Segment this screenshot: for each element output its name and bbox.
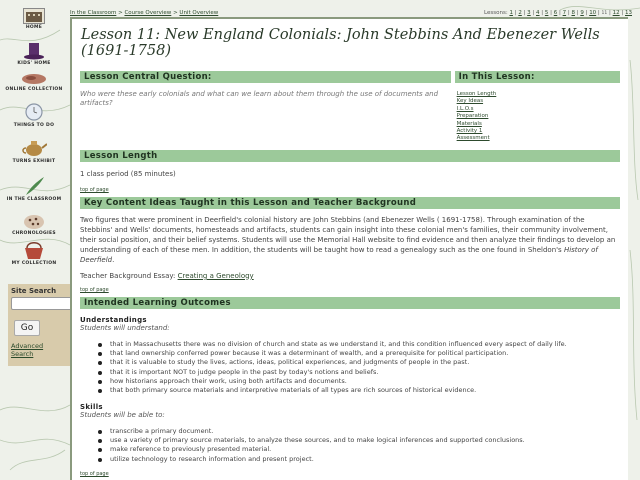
top-of-page-link[interactable]: top of page <box>80 186 109 193</box>
nav-label-turns-exhibit: TURNS EXHIBIT <box>12 159 56 164</box>
skills-list <box>104 427 620 464</box>
skills-intro: Students will be able to: <box>80 410 165 419</box>
toc-assessment[interactable]: Assessment <box>456 135 490 142</box>
skill-item: transcribe a primary document. <box>104 427 620 436</box>
lesson-link-8[interactable]: 8 <box>571 10 575 16</box>
central-question-heading: Lesson Central Question: <box>80 71 451 83</box>
top-hat-icon <box>23 42 45 60</box>
lesson-length-text: 1 class period (85 minutes) <box>80 169 176 178</box>
nav-label-online-collection: ONLINE COLLECTION <box>5 87 63 92</box>
lesson-length-section <box>80 150 620 193</box>
teapot-icon <box>21 138 47 158</box>
top-of-page-link[interactable]: top of page <box>80 286 109 293</box>
sidebar-nav <box>0 0 70 480</box>
lesson-link-13[interactable]: 13 <box>625 10 632 16</box>
breadcrumb-course-overview[interactable]: Course Overview <box>124 10 172 16</box>
skill-item: use a variety of primary source materials, to analyze these sources, and to make logical inferences and supported conclusions. <box>104 436 620 445</box>
understanding-item: that both primary source materials and interpretive materials of all types are rich sources of historical evidence. <box>104 386 620 395</box>
central-question-text: Who were these early colonials and what can we learn about them through the use of documents and artifacts? <box>80 90 439 107</box>
lesson-link-7[interactable]: 7 <box>562 10 567 16</box>
nav-home[interactable] <box>4 8 64 31</box>
basket-icon <box>23 240 45 260</box>
teacher-essay-link[interactable]: Creating a Geneology <box>177 271 254 280</box>
nav-things-to-do[interactable] <box>4 102 64 129</box>
understanding-item: that it is valuable to study the lives, actions, ideas, political experiences, and judgments of people in the past. <box>104 358 620 367</box>
in-this-lesson-section <box>455 71 620 143</box>
nav-my-collection[interactable] <box>4 240 64 267</box>
cookie-icon <box>23 214 45 230</box>
skill-item: utilize technology to research information and present project. <box>104 455 620 464</box>
understandings-list <box>104 340 620 396</box>
nav-chronologies[interactable] <box>4 214 64 237</box>
nav-label-my-collection: MY COLLECTION <box>11 261 57 266</box>
lesson-current-11: 11 <box>601 11 608 16</box>
learning-outcomes-heading: Intended Learning Outcomes <box>80 297 620 309</box>
skills-heading: Skills <box>80 402 103 411</box>
in-this-lesson-heading: In This Lesson: <box>455 71 620 83</box>
site-search-title: Site Search <box>11 287 57 295</box>
nav-kids-home[interactable] <box>4 42 64 67</box>
lesson-link-9[interactable]: 9 <box>580 10 584 16</box>
breadcrumb-separator: > <box>118 10 123 16</box>
breadcrumb-in-the-classroom[interactable]: In the Classroom <box>70 10 117 16</box>
teacher-essay-label: Teacher Background Essay: <box>80 271 178 280</box>
lesson-link-12[interactable]: 12 <box>612 10 620 16</box>
key-ideas-text: Two figures that were prominent in Deerfield's colonial history are John Stebbins (and Ebenezer Wells ( 1691-1758). Through examination of the Stebbins' and Wells' documents, homesteads and artifacts, students can gain insight into these colonial men's families, their community involvement, their social position, and their belief systems. Students will use the Memorial Hall website to find evidence and then analyze their findings to develop an understanding of each of these men. In addition, the students will be taught how to read a genealogy such as the one found in Sheldon's History of Deerfield. <box>80 215 616 264</box>
understanding-item: that in Massachusetts there was no division of church and state as we understand it, and this condition influenced every aspect of daily life. <box>104 340 620 349</box>
breadcrumb-unit-overview[interactable]: Unit Overview <box>179 10 219 16</box>
nav-label-in-the-classroom: IN THE CLASSROOM <box>6 197 62 202</box>
lesson-length-heading: Lesson Length <box>80 150 620 162</box>
lessons-pagination: Lessons: 1 | 2 | 3 | 4 | 5 | 6 | 7 | 8 | 9 | 10 | 11 | 12 | 13 <box>484 10 632 16</box>
site-search-input[interactable] <box>11 297 75 310</box>
understanding-item: how historians approach their work, using both artifacts and documents. <box>104 377 620 386</box>
toc-activity-1[interactable]: Activity 1 <box>456 128 483 135</box>
lesson-link-1[interactable]: 1 <box>509 10 513 16</box>
teacher-essay-line <box>80 271 620 281</box>
nav-label-things-to-do: THINGS TO DO <box>13 123 55 128</box>
lessons-label: Lessons: <box>484 10 508 16</box>
understandings-intro: Students will understand: <box>80 323 170 332</box>
page-title: Lesson 11: New England Colonials: John Stebbins And Ebenezer Wells (1691-1758) <box>81 27 600 59</box>
toc-key-ideas[interactable]: Key Ideas <box>456 98 484 105</box>
pocket-watch-icon <box>24 102 44 122</box>
search-go-button[interactable]: Go <box>14 320 40 336</box>
central-question-section <box>80 71 451 143</box>
key-ideas-heading: Key Content Ideas Taught in this Lesson and Teacher Background <box>80 197 620 209</box>
breadcrumb <box>70 10 218 16</box>
lesson-link-2[interactable]: 2 <box>518 10 522 16</box>
advanced-search-link[interactable]: Advanced Search <box>11 342 44 358</box>
nav-label-kids-home: KIDS' HOME <box>17 61 51 66</box>
understanding-item: that it is important NOT to judge people in the past by today's notions and beliefs. <box>104 368 620 377</box>
in-this-lesson-links <box>457 91 620 143</box>
skill-item: make reference to previously presented material. <box>104 445 620 454</box>
breadcrumb-separator: > <box>173 10 178 16</box>
learning-outcomes-section <box>80 297 620 477</box>
nav-online-collection[interactable] <box>4 72 64 93</box>
understanding-item: that land ownership conferred power because it was a determinant of wealth, and a prerequisite for political participation. <box>104 349 620 358</box>
lesson-intro-row <box>80 71 620 143</box>
house-photo-icon <box>23 8 45 24</box>
site-search-panel <box>8 284 70 366</box>
key-ideas-section <box>80 197 620 293</box>
top-of-page-link[interactable]: top of page <box>80 470 109 477</box>
toc-materials[interactable]: Materials <box>456 120 482 127</box>
understandings-heading: Understandings <box>80 315 147 324</box>
main-content <box>70 17 628 480</box>
lesson-link-10[interactable]: 10 <box>589 10 597 16</box>
lesson-link-6[interactable]: 6 <box>553 10 558 16</box>
artifact-icon <box>21 72 47 86</box>
nav-label-chronologies: CHRONOLOGIES <box>12 231 56 236</box>
lesson-link-3[interactable]: 3 <box>527 10 531 16</box>
lesson-link-4[interactable]: 4 <box>536 10 540 16</box>
quill-icon <box>22 176 46 196</box>
toc-preparation[interactable]: Preparation <box>456 113 489 120</box>
nav-label-home: HOME <box>25 25 43 30</box>
toc-lesson-length[interactable]: Lesson Length <box>456 91 497 97</box>
nav-turns-exhibit[interactable] <box>4 138 64 165</box>
lesson-link-5[interactable]: 5 <box>544 10 549 16</box>
toc-ilos[interactable]: I.L.O.s <box>456 105 474 112</box>
nav-in-the-classroom[interactable] <box>4 176 64 203</box>
